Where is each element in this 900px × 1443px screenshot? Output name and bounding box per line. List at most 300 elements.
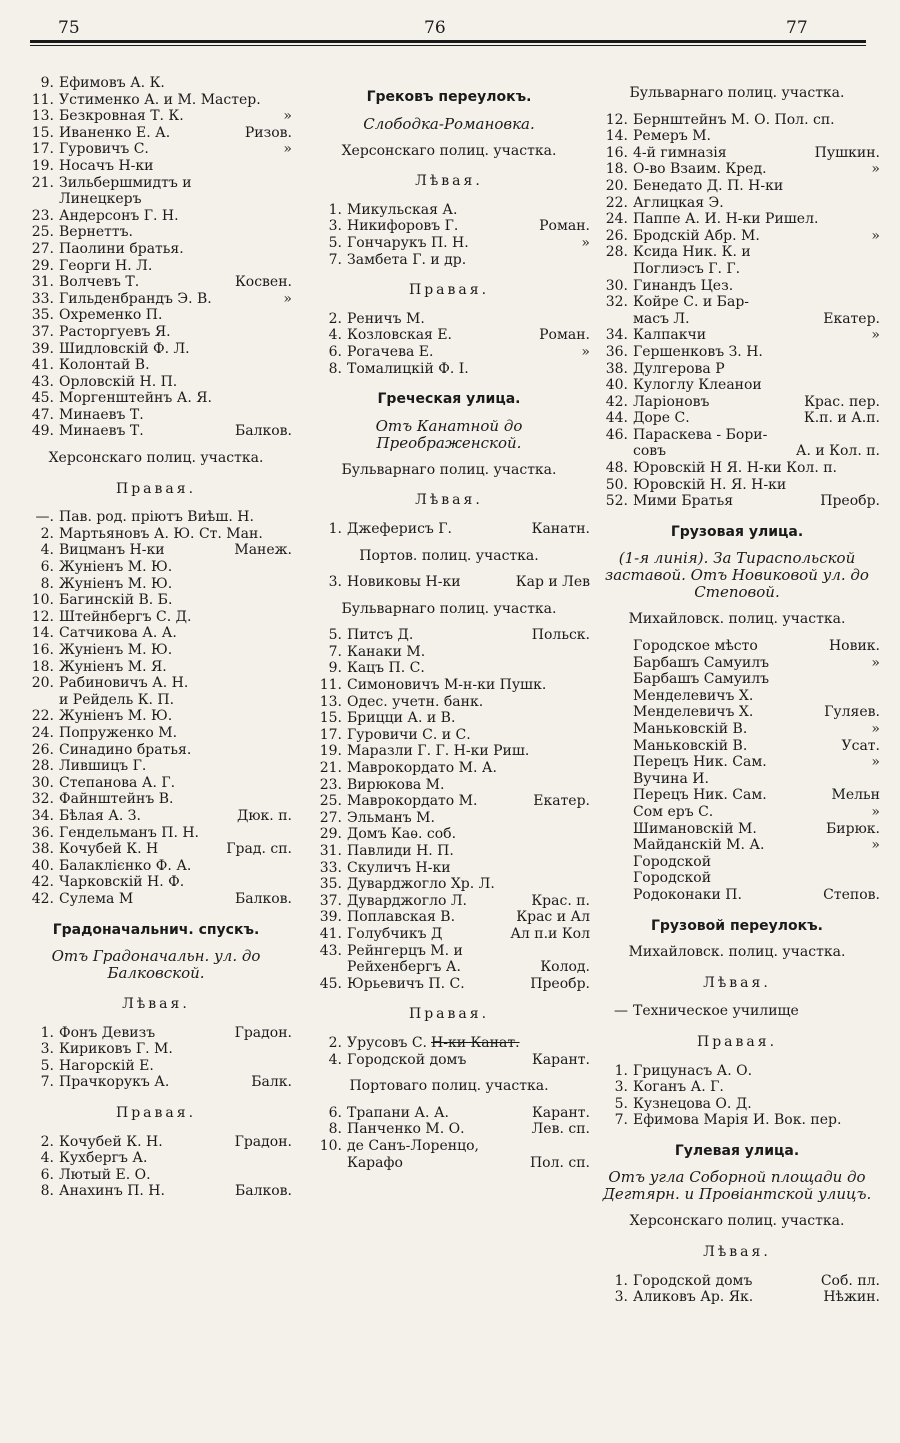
- house-number: 7.: [614, 1112, 628, 1129]
- directory-entry: [308, 793, 590, 810]
- directory-entry: [594, 394, 880, 411]
- directory-entry: [20, 191, 292, 208]
- house-number: 8.: [40, 575, 54, 592]
- owner-name: Ксида Ник. К. и: [633, 244, 751, 261]
- owner-name: Бернштейнъ М. О. Пол. сп.: [633, 111, 835, 128]
- directory-entry: [594, 145, 880, 162]
- house-number: 31.: [319, 843, 342, 859]
- street-description: (1-я линія). За Тираспольской заставой. Отъ Новиковой ул. до Степовой.: [605, 549, 869, 602]
- house-number: 40.: [31, 857, 54, 874]
- owner-name: Калпакчи: [633, 327, 707, 344]
- directory-entry: [594, 771, 880, 788]
- owner-name: Маразли Г. Г. Н-ки Риш.: [347, 743, 530, 760]
- house-number: 52.: [605, 493, 628, 510]
- street-side: Лѣвая.: [415, 492, 483, 509]
- owner-name: Рейнгерцъ М. и: [347, 942, 463, 959]
- owner-name: Мартьяновъ А. Ю. Ст. Ман.: [59, 525, 263, 542]
- house-number: 9.: [40, 75, 54, 91]
- house-number: 2.: [328, 310, 342, 327]
- cross-street: Екатер.: [823, 310, 880, 327]
- owner-name: Вицманъ Н-ки: [59, 542, 165, 559]
- owner-name: Одес. учетн. банк.: [347, 693, 484, 710]
- police-district: Михайловск. полиц. участка.: [628, 944, 846, 961]
- owner-name: Дуварджогло Хр. Л.: [347, 876, 495, 893]
- directory-entry: [594, 327, 880, 344]
- owner-name: Бѣлая А. З.: [59, 807, 141, 824]
- directory-entry: [594, 443, 880, 460]
- directory-entry: [308, 627, 590, 644]
- owner-name: Симоновичъ М-н-ки Пушк.: [347, 677, 547, 694]
- house-number: 12.: [31, 608, 54, 625]
- house-number: 35.: [319, 876, 342, 893]
- house-number: 35.: [31, 307, 54, 324]
- owner-name: Гильденбрандъ Э. В.: [59, 290, 212, 307]
- house-number: 5.: [40, 1057, 54, 1074]
- owner-name: Скуличъ Н-ки: [347, 859, 451, 876]
- directory-entry: [308, 311, 590, 328]
- owner-name: Панченко М. О.: [347, 1121, 465, 1138]
- house-number: 2.: [40, 525, 54, 542]
- cross-street: Лев. сп.: [531, 1121, 590, 1138]
- cross-street: »: [283, 290, 292, 307]
- directory-entry: [594, 195, 880, 212]
- directory-entry: [20, 158, 292, 175]
- directory-entry: [594, 228, 880, 245]
- house-number: 6.: [40, 559, 54, 576]
- owner-name: Устименко А. и М. Мастер.: [59, 91, 261, 108]
- house-number: [594, 443, 633, 460]
- directory-entry: [308, 327, 590, 344]
- cross-street: Балков.: [234, 423, 292, 440]
- directory-entry: [594, 427, 880, 444]
- house-number: 33.: [31, 290, 54, 307]
- directory-entry: [308, 1052, 590, 1069]
- directory-entry: [594, 278, 880, 295]
- house-number: 29.: [31, 257, 54, 274]
- directory-entry: [308, 677, 590, 694]
- owner-name: Минаевъ Т.: [59, 406, 144, 423]
- house-number: 2.: [328, 1034, 342, 1051]
- cross-street: »: [871, 754, 880, 771]
- owner-name: Брицци А. и В.: [347, 710, 456, 727]
- house-number: 8.: [328, 1121, 342, 1138]
- directory-entry: [594, 261, 880, 278]
- house-number: 3.: [614, 1289, 628, 1306]
- owner-name: Карафо: [347, 1154, 403, 1171]
- cross-street: Косвен.: [234, 274, 292, 291]
- directory-entry: [20, 241, 292, 258]
- owner-name: Степанова А. Г.: [59, 774, 176, 791]
- police-district: Херсонскаго полиц. участка.: [48, 450, 264, 467]
- owner-name: Трапани А. А.: [347, 1104, 449, 1121]
- street-heading: Грузовая улица.: [670, 523, 804, 540]
- house-number: 14.: [605, 128, 628, 145]
- street-side: Правая.: [115, 480, 197, 497]
- owner-name: Перецъ Ник. Сам.: [633, 754, 767, 771]
- directory-entry: [594, 671, 880, 688]
- owner-name: Лившицъ Г.: [59, 758, 147, 775]
- owner-name: Безкровная Т. К.: [59, 108, 184, 125]
- owner-name: Моргенштейнъ А. Я.: [59, 390, 213, 407]
- owner-name: Менделевичъ Х.: [633, 704, 754, 721]
- cross-street: »: [871, 803, 880, 820]
- street-heading: Гулевая улица.: [674, 1142, 800, 1159]
- house-number: 5.: [614, 1095, 628, 1112]
- street-heading: Градоначальнич. спускъ.: [52, 921, 260, 938]
- house-number: [594, 854, 633, 871]
- house-number: [594, 870, 633, 887]
- directory-entry: [308, 710, 590, 727]
- directory-entry: [308, 727, 590, 744]
- directory-entry: [308, 1138, 590, 1155]
- house-number: 18.: [605, 161, 628, 178]
- directory-entry: [594, 244, 880, 261]
- directory-entry: [308, 976, 590, 993]
- directory-entry: [308, 202, 590, 219]
- directory-entry: [594, 688, 880, 705]
- house-number: 16.: [31, 642, 54, 658]
- cross-street: Пол. сп.: [529, 1154, 590, 1171]
- directory-entry: [20, 1134, 292, 1151]
- street-side: Правая.: [408, 282, 490, 299]
- police-district: Бульварнаго полиц. участка.: [341, 600, 557, 617]
- directory-entry: [308, 876, 590, 893]
- cross-street: Канатн.: [531, 520, 590, 537]
- house-number: [20, 692, 59, 709]
- house-number: 4.: [328, 327, 342, 344]
- directory-entry: [20, 1150, 292, 1167]
- owner-name: Городское мѣсто: [633, 638, 758, 655]
- cross-street: Балк.: [251, 1074, 292, 1091]
- directory-entry: [20, 75, 292, 92]
- street-side: Лѣвая.: [703, 1244, 771, 1261]
- owner-name: Рабиновичъ А. Н.: [59, 675, 189, 692]
- directory-entry: [308, 660, 590, 677]
- house-number: 42.: [605, 393, 628, 410]
- owner-name: Паппе А. И. Н-ки Ришел.: [633, 211, 819, 228]
- house-number: 16.: [605, 144, 628, 161]
- owner-name: Вирюкова М.: [347, 776, 445, 793]
- owner-name: Гуровичи С. и С.: [347, 726, 471, 743]
- owner-name: Родоконаки П.: [633, 886, 742, 903]
- owner-name: Паолини братья.: [59, 240, 184, 257]
- street-heading: Грековъ переулокъ.: [366, 89, 532, 105]
- directory-entry: [20, 1074, 292, 1091]
- cross-street: Колод.: [540, 959, 590, 976]
- cross-street: Роман.: [539, 218, 590, 235]
- directory-entry: [308, 760, 590, 777]
- directory-entry: [594, 1289, 880, 1306]
- directory-entry: [594, 721, 880, 738]
- owner-name: Кириковъ Г. М.: [59, 1041, 173, 1058]
- cross-street: »: [871, 161, 880, 178]
- house-number: 3.: [614, 1079, 628, 1096]
- cross-street: Пушкин.: [814, 144, 880, 161]
- owner-name: Койре С. и Бар-: [633, 294, 750, 311]
- header-rule-thin: [30, 45, 866, 46]
- owner-name: Носачъ Н-ки: [59, 157, 154, 174]
- cross-street: Карант.: [531, 1104, 590, 1121]
- house-number: 15.: [319, 710, 342, 727]
- owner-name: Городской: [633, 870, 712, 887]
- house-number: 37.: [31, 323, 54, 340]
- directory-entry: [20, 725, 292, 742]
- house-number: 4.: [328, 1051, 342, 1068]
- column-left: [20, 75, 292, 1200]
- directory-entry: [20, 526, 292, 543]
- house-number: 39.: [31, 340, 54, 357]
- directory-entry: [594, 211, 880, 228]
- house-number: 1.: [328, 201, 342, 218]
- owner-name: Чарковскій Н. Ф.: [59, 874, 185, 891]
- house-number: 25.: [319, 793, 342, 810]
- cross-street: Манеж.: [234, 542, 292, 559]
- directory-entry: [308, 943, 590, 960]
- cross-street: »: [871, 837, 880, 854]
- directory-entry: [594, 410, 880, 427]
- directory-entry: [20, 509, 292, 526]
- house-number: 1.: [40, 1024, 54, 1041]
- owner-name: Аликовъ Ар. Як.: [633, 1289, 754, 1306]
- directory-entry: [308, 694, 590, 711]
- cross-street: Ал п.и Кол: [510, 925, 590, 942]
- owner-name: Андерсонъ Г. Н.: [59, 207, 179, 224]
- directory-entry: [308, 893, 590, 910]
- owner-name: Аглицкая Э.: [633, 194, 724, 211]
- owner-name: Минаевъ Т.: [59, 423, 144, 440]
- owner-name: Коганъ А. Г.: [633, 1079, 724, 1096]
- owner-name: Козловская Е.: [347, 327, 452, 344]
- page-number-right: 77: [786, 18, 808, 38]
- house-number: 43.: [319, 942, 342, 959]
- house-number: 37.: [319, 892, 342, 909]
- owner-name: Вернеттъ.: [59, 224, 133, 241]
- owner-name: Голубчикъ Д: [347, 925, 443, 942]
- owner-name: Штейнбергъ С. Д.: [59, 608, 192, 625]
- directory-entry: [308, 1121, 590, 1138]
- cross-street: Новик.: [828, 638, 880, 655]
- directory-entry: [594, 738, 880, 755]
- house-number: [594, 671, 633, 688]
- owner-name: масъ Л.: [633, 310, 690, 327]
- house-number: 15.: [31, 124, 54, 141]
- owner-name: Сатчикова А. А.: [59, 625, 177, 642]
- column-right: [594, 75, 880, 1306]
- house-number: 49.: [31, 423, 54, 440]
- house-number: 11.: [319, 677, 342, 694]
- street-description: Отъ Канатной до Преображенской.: [375, 416, 523, 452]
- directory-entry: [308, 574, 590, 591]
- street-side: Лѣвая.: [703, 974, 771, 991]
- house-number: 10.: [31, 592, 54, 609]
- house-number: 2.: [40, 1133, 54, 1150]
- house-number: 1.: [328, 520, 342, 537]
- directory-entry: [594, 311, 880, 328]
- directory-entry: [20, 258, 292, 275]
- owner-name: совъ: [633, 443, 667, 460]
- house-number: 32.: [31, 791, 54, 808]
- directory-entry: [20, 841, 292, 858]
- directory-entry: [20, 692, 292, 709]
- house-number: 7.: [328, 251, 342, 268]
- owner-name: Дуварджогло Л.: [347, 892, 467, 909]
- directory-entry: [20, 592, 292, 609]
- house-number: [594, 754, 633, 771]
- owner-name: Ефимовъ А. К.: [59, 75, 165, 91]
- directory-entry: [20, 141, 292, 158]
- directory-entry: [308, 1155, 590, 1172]
- owner-name: Юровскій Н Я. Н-ки Кол. п.: [633, 460, 838, 477]
- owner-name: Барбашъ Самуилъ: [633, 671, 770, 688]
- house-number: 47.: [31, 406, 54, 423]
- cross-street: Крас. п.: [531, 892, 590, 909]
- owner-name: Синадино братья.: [59, 741, 192, 758]
- owner-name: Никифоровъ Г.: [347, 218, 459, 235]
- owner-name: Дулгерова Р: [633, 360, 725, 377]
- directory-entry: [594, 460, 880, 477]
- cross-street: »: [871, 654, 880, 671]
- owner-name: Гинандъ Цез.: [633, 277, 734, 294]
- house-number: 3.: [328, 218, 342, 235]
- cross-street: А. и Кол. п.: [795, 443, 880, 460]
- directory-entry: [20, 542, 292, 559]
- owner-name: Кухбергъ А.: [59, 1150, 148, 1167]
- owner-name: Менделевичъ Х.: [633, 687, 754, 704]
- directory-entry: [20, 775, 292, 792]
- house-number: 7.: [40, 1074, 54, 1091]
- directory-entry: [594, 704, 880, 721]
- house-number: 30.: [31, 774, 54, 791]
- directory-entry: [308, 218, 590, 235]
- house-number: 17.: [319, 726, 342, 743]
- cross-street: Гуляев.: [824, 704, 880, 721]
- header-rule: [30, 40, 866, 43]
- directory-entry: [594, 821, 880, 838]
- street-heading: Греческая улица.: [377, 391, 521, 408]
- directory-entry: [308, 521, 590, 538]
- owner-name: Юрьевичъ П. С.: [347, 975, 465, 992]
- page-number-center: 76: [424, 18, 446, 38]
- directory-entry: [20, 891, 292, 908]
- directory-entry: [20, 175, 292, 192]
- house-number: [594, 787, 633, 804]
- owner-name: Ефимова Марія И. Вок. пер.: [633, 1112, 842, 1129]
- house-number: 50.: [605, 476, 628, 493]
- owner-name: Гершенковъ З. Н.: [633, 343, 763, 360]
- house-number: 29.: [319, 826, 342, 843]
- directory-entry: [308, 909, 590, 926]
- owner-name: Жуніенъ М. Ю.: [59, 575, 173, 592]
- owner-name: Зильбершмидтъ и: [59, 174, 192, 191]
- house-number: 12.: [605, 111, 628, 128]
- directory-entry: [20, 341, 292, 358]
- house-number: 7.: [328, 643, 342, 660]
- directory-entry: [20, 291, 292, 308]
- house-number: 28.: [605, 244, 628, 261]
- owner-name: Кулоглу Клеанои: [633, 377, 762, 394]
- house-number: [594, 688, 633, 705]
- house-number: 48.: [605, 460, 628, 477]
- house-number: 18.: [31, 658, 54, 675]
- house-number: 9.: [328, 660, 342, 677]
- cross-street: Нѣжин.: [823, 1289, 880, 1306]
- owner-name: Кузнецова О. Д.: [633, 1095, 752, 1112]
- cross-street: »: [581, 234, 590, 251]
- owner-name: Замбета Г. и др.: [347, 251, 467, 268]
- cross-street: Усат.: [841, 737, 880, 754]
- owner-name: Багинскій В. Б.: [59, 592, 173, 609]
- directory-entry: [20, 609, 292, 626]
- owner-name: Барбашъ Самуилъ: [633, 654, 770, 671]
- directory-entry: [594, 344, 880, 361]
- house-number: 1.: [614, 1272, 628, 1289]
- directory-entry: [594, 870, 880, 887]
- owner-name: Сулема М: [59, 890, 134, 907]
- owner-name: Колонтай В.: [59, 357, 150, 374]
- police-district: Херсонскаго полиц. участка.: [629, 1213, 845, 1230]
- owner-name: Линецкеръ: [59, 191, 142, 208]
- house-number: 23.: [319, 776, 342, 793]
- house-number: [594, 738, 633, 755]
- owner-name: Юровскій Н. Я. Н-ки: [633, 476, 787, 493]
- owner-name: Жуніенъ М. Ю.: [59, 708, 173, 725]
- house-number: 1.: [614, 1062, 628, 1079]
- cross-street: Град. сп.: [226, 841, 292, 858]
- directory-entry: [594, 361, 880, 378]
- owner-name: Маврокордато М. А.: [347, 760, 497, 777]
- house-number: 8.: [328, 360, 342, 377]
- cross-street: Преобр.: [530, 975, 590, 992]
- house-number: 6.: [40, 1166, 54, 1183]
- directory-entry: [308, 644, 590, 661]
- cross-street: Карант.: [531, 1051, 590, 1068]
- directory-entry: [308, 959, 590, 976]
- owner-name: Шидловскій Ф. Л.: [59, 340, 190, 357]
- directory-entry: [20, 357, 292, 374]
- police-district: Михайловск. полиц. участка.: [628, 611, 846, 628]
- house-number: 43.: [31, 373, 54, 390]
- owner-name: Поплавская В.: [347, 909, 456, 926]
- house-number: 22.: [31, 708, 54, 725]
- house-number: 30.: [605, 277, 628, 294]
- cross-street: Екатер.: [533, 793, 590, 810]
- directory-entry: [20, 858, 292, 875]
- directory-entry: [308, 1105, 590, 1122]
- directory-entry: [308, 743, 590, 760]
- directory-entry: [308, 826, 590, 843]
- cross-street: Балков.: [234, 890, 292, 907]
- cross-street: »: [871, 327, 880, 344]
- house-number: 20.: [605, 177, 628, 194]
- owner-name: Павлиди Н. П.: [347, 843, 454, 859]
- house-number: 23.: [31, 207, 54, 224]
- house-number: [594, 704, 633, 721]
- house-number: 13.: [319, 693, 342, 710]
- owner-name: Урусовъ С.: [347, 1034, 427, 1051]
- house-number: [594, 771, 633, 788]
- house-number: 13.: [31, 108, 54, 125]
- cross-street: Дюк. п.: [236, 807, 292, 824]
- directory-entry: [594, 754, 880, 771]
- owner-name: Бродскій Абр. М.: [633, 227, 760, 244]
- owner-name: Поглиэсъ Г. Г.: [633, 260, 741, 277]
- house-number: 19.: [31, 157, 54, 174]
- directory-entry: [20, 407, 292, 424]
- cross-street: Соб. пл.: [820, 1272, 880, 1289]
- house-number: 34.: [31, 807, 54, 824]
- house-number: 24.: [31, 724, 54, 741]
- owner-name: Гуровичъ С.: [59, 141, 149, 158]
